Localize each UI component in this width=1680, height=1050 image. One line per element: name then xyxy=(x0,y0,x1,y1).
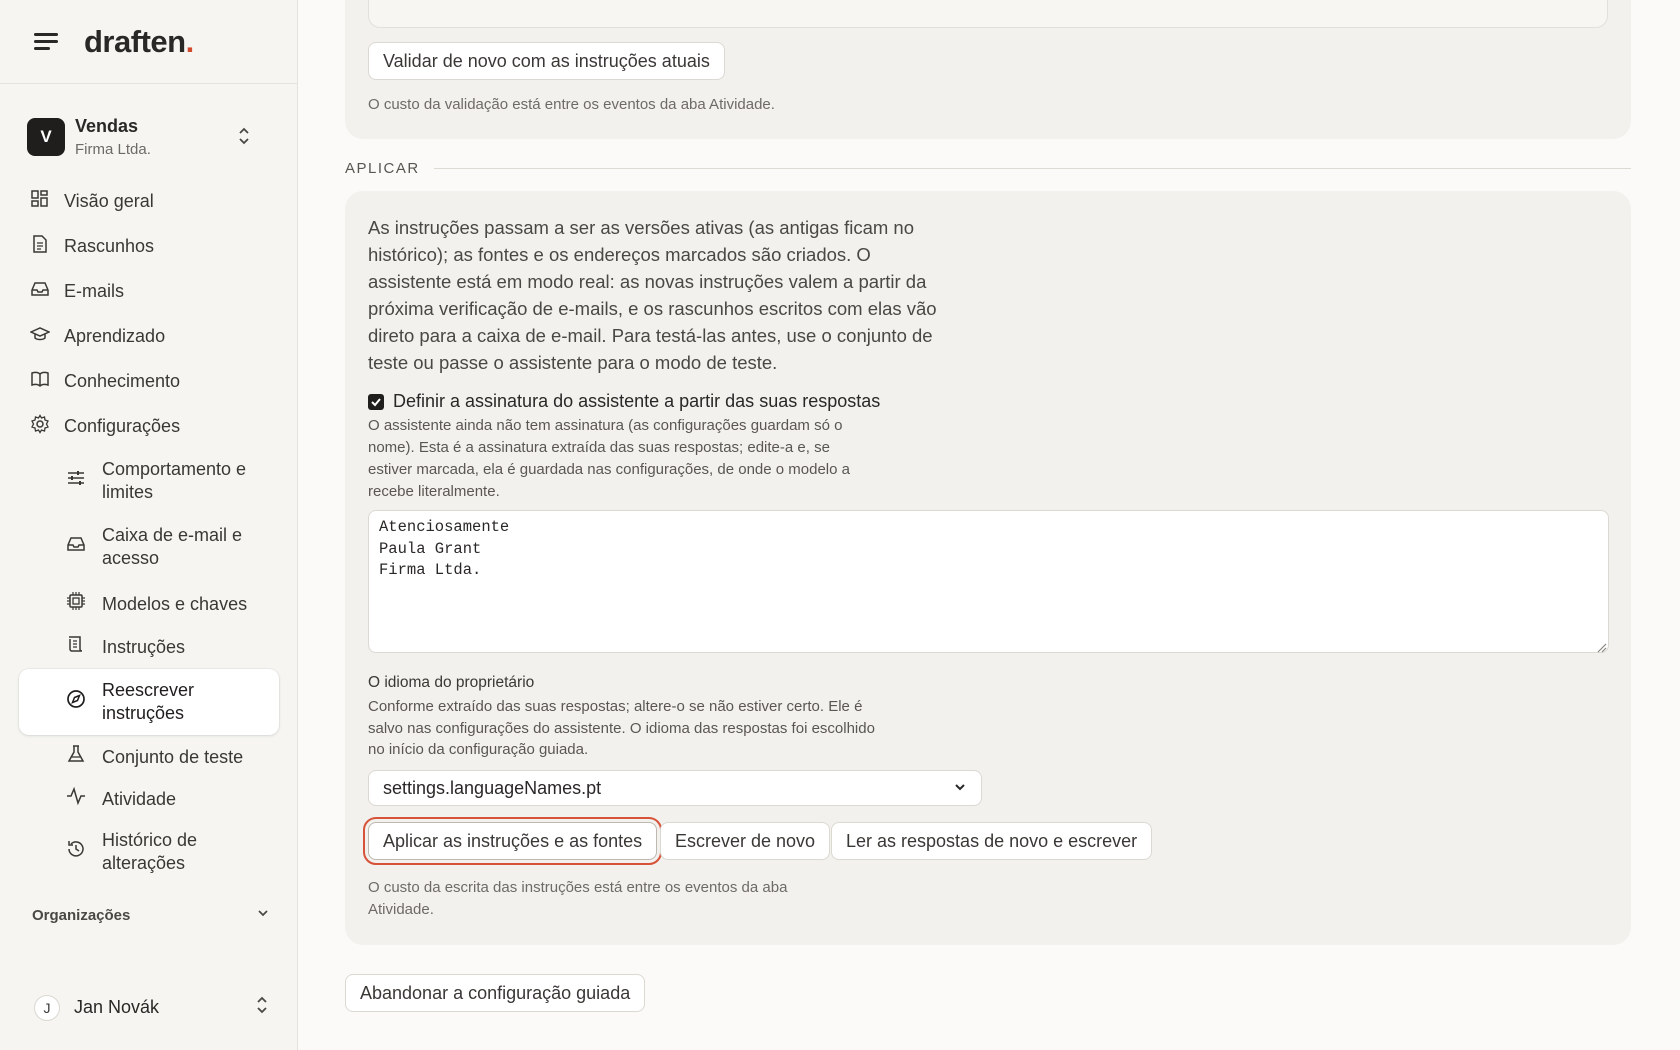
nav-item-learning[interactable] xyxy=(30,319,165,353)
chevron-down-icon xyxy=(256,906,270,924)
app-logo[interactable]: draften. xyxy=(84,23,194,59)
signature-checkbox[interactable] xyxy=(368,394,384,410)
nav-item-knowledge[interactable] xyxy=(30,364,180,398)
inbox-icon xyxy=(30,279,50,304)
validation-card xyxy=(345,0,1631,139)
inbox-icon xyxy=(66,534,86,560)
nav-item-emails[interactable] xyxy=(30,274,124,308)
language-select[interactable] xyxy=(368,770,982,806)
dashboard-icon xyxy=(30,189,50,214)
nav-item-drafts[interactable] xyxy=(30,229,154,263)
subnav-item-instructions[interactable] xyxy=(66,634,276,660)
section-title: APLICAR xyxy=(345,160,420,177)
chip-icon xyxy=(66,591,86,617)
apply-instructions-button[interactable]: Aplicar as instruções e as fontes xyxy=(368,822,657,860)
nav-item-label: Visão geral xyxy=(64,190,154,211)
signature-checkbox-row[interactable] xyxy=(368,391,880,412)
subnav-item-models[interactable] xyxy=(66,591,276,617)
sidebar xyxy=(0,0,298,1050)
chevron-down-icon xyxy=(953,778,967,799)
subnav-item-rewrite-instructions[interactable] xyxy=(19,669,279,735)
avatar: J xyxy=(34,995,60,1021)
validation-result-row[interactable] xyxy=(368,0,1608,28)
signature-textarea[interactable]: Atenciosamente Paula Grant Firma Ltda. xyxy=(368,510,1609,653)
subnav-item-history[interactable] xyxy=(66,829,276,875)
signature-description: O assistente ainda não tem assinatura (as configurações guardam só o nome). Esta é a assinatura extraída das suas respostas; edite-a e, se estiver marcada, ela é guardada nas configurações, de onde o modelo a recebe literalmente. xyxy=(368,417,850,500)
compass-icon xyxy=(66,689,86,715)
nav-item-label: Configurações xyxy=(64,415,181,436)
chevron-updown-icon xyxy=(236,125,252,152)
language-description: Conforme extraído das suas respostas; altere-o se não estiver certo. Ele é salvo nas configurações do assistente. O idioma das respostas foi escolhido no início da configuração guiada. xyxy=(368,698,875,758)
flask-icon xyxy=(66,744,86,770)
document-icon xyxy=(30,234,50,259)
graduation-cap-icon xyxy=(30,324,50,349)
abandon-setup-button[interactable]: Abandonar a configuração guiada xyxy=(345,974,645,1012)
sliders-icon xyxy=(66,468,86,494)
scroll-icon xyxy=(66,634,86,660)
workspace-avatar: V xyxy=(27,118,65,156)
subnav-item-label: Conjunto de teste xyxy=(102,746,244,767)
apply-description: As instruções passam a ser as versões ativas (as antigas ficam no histórico); as fontes e os endereços marcados são criados. O assistente está em modo real: as novas instruções valem a partir da próxima verificação de e-mails, e os rascunhos escritos com elas vão direto para a caixa de e-mail. Para testá-las antes, use o conjunto de teste ou passe o assistente para o modo de teste. xyxy=(368,217,937,373)
nav-item-label: E-mails xyxy=(64,280,125,301)
menu-icon[interactable] xyxy=(32,28,60,56)
gear-icon xyxy=(30,414,50,439)
subnav-item-behavior[interactable] xyxy=(66,458,276,504)
rewrite-button[interactable]: Escrever de novo xyxy=(660,822,830,860)
nav-item-settings[interactable] xyxy=(30,409,180,443)
nav-item-label: Conhecimento xyxy=(64,370,181,391)
reread-and-write-button[interactable]: Ler as respostas de novo e escrever xyxy=(831,822,1152,860)
signature-checkbox-label: Definir a assinatura do assistente a partir das suas respostas xyxy=(393,391,881,411)
subnav-item-activity[interactable] xyxy=(66,786,276,812)
subnav-item-label: Histórico de alterações xyxy=(102,830,198,873)
language-label: O idioma do proprietário xyxy=(368,674,535,691)
workspace-org: Firma Ltda. xyxy=(75,141,151,158)
apply-cost-note: O custo da escrita das instruções está entre os eventos da aba Atividade. xyxy=(368,879,788,918)
language-select-value: settings.languageNames.pt xyxy=(383,777,602,798)
subnav-item-test-set[interactable] xyxy=(66,744,276,770)
apply-section-header xyxy=(345,160,1631,177)
book-icon xyxy=(30,369,50,394)
apply-card xyxy=(345,191,1631,945)
subnav-item-label: Reescrever instruções xyxy=(102,680,195,723)
chevron-updown-icon xyxy=(254,994,270,1021)
subnav-item-label: Comportamento e limites xyxy=(102,459,247,502)
revalidate-button[interactable]: Validar de novo com as instruções atuais xyxy=(368,42,725,80)
subnav-item-label: Atividade xyxy=(102,788,177,809)
main-content xyxy=(298,0,1680,1050)
nav-item-overview[interactable] xyxy=(30,184,154,218)
history-icon xyxy=(66,839,86,865)
organizations-toggle[interactable] xyxy=(32,906,270,924)
nav-item-label: Rascunhos xyxy=(64,235,155,256)
validation-cost-note: O custo da validação está entre os eventos da aba Atividade. xyxy=(368,96,775,113)
workspace-switcher[interactable] xyxy=(24,108,274,166)
subnav-item-label: Caixa de e-mail e acesso xyxy=(102,525,243,568)
brand-header xyxy=(0,0,297,84)
subnav-item-label: Instruções xyxy=(102,636,186,657)
user-menu[interactable] xyxy=(34,994,270,1021)
subnav-item-mailbox[interactable] xyxy=(66,524,276,570)
organizations-label: Organizações xyxy=(32,906,131,924)
activity-icon xyxy=(66,786,86,812)
user-name: Jan Novák xyxy=(74,997,160,1017)
workspace-name: Vendas xyxy=(75,116,139,136)
resize-handle-icon[interactable] xyxy=(1597,640,1628,942)
nav-item-label: Aprendizado xyxy=(64,325,166,346)
subnav-item-label: Modelos e chaves xyxy=(102,593,248,614)
